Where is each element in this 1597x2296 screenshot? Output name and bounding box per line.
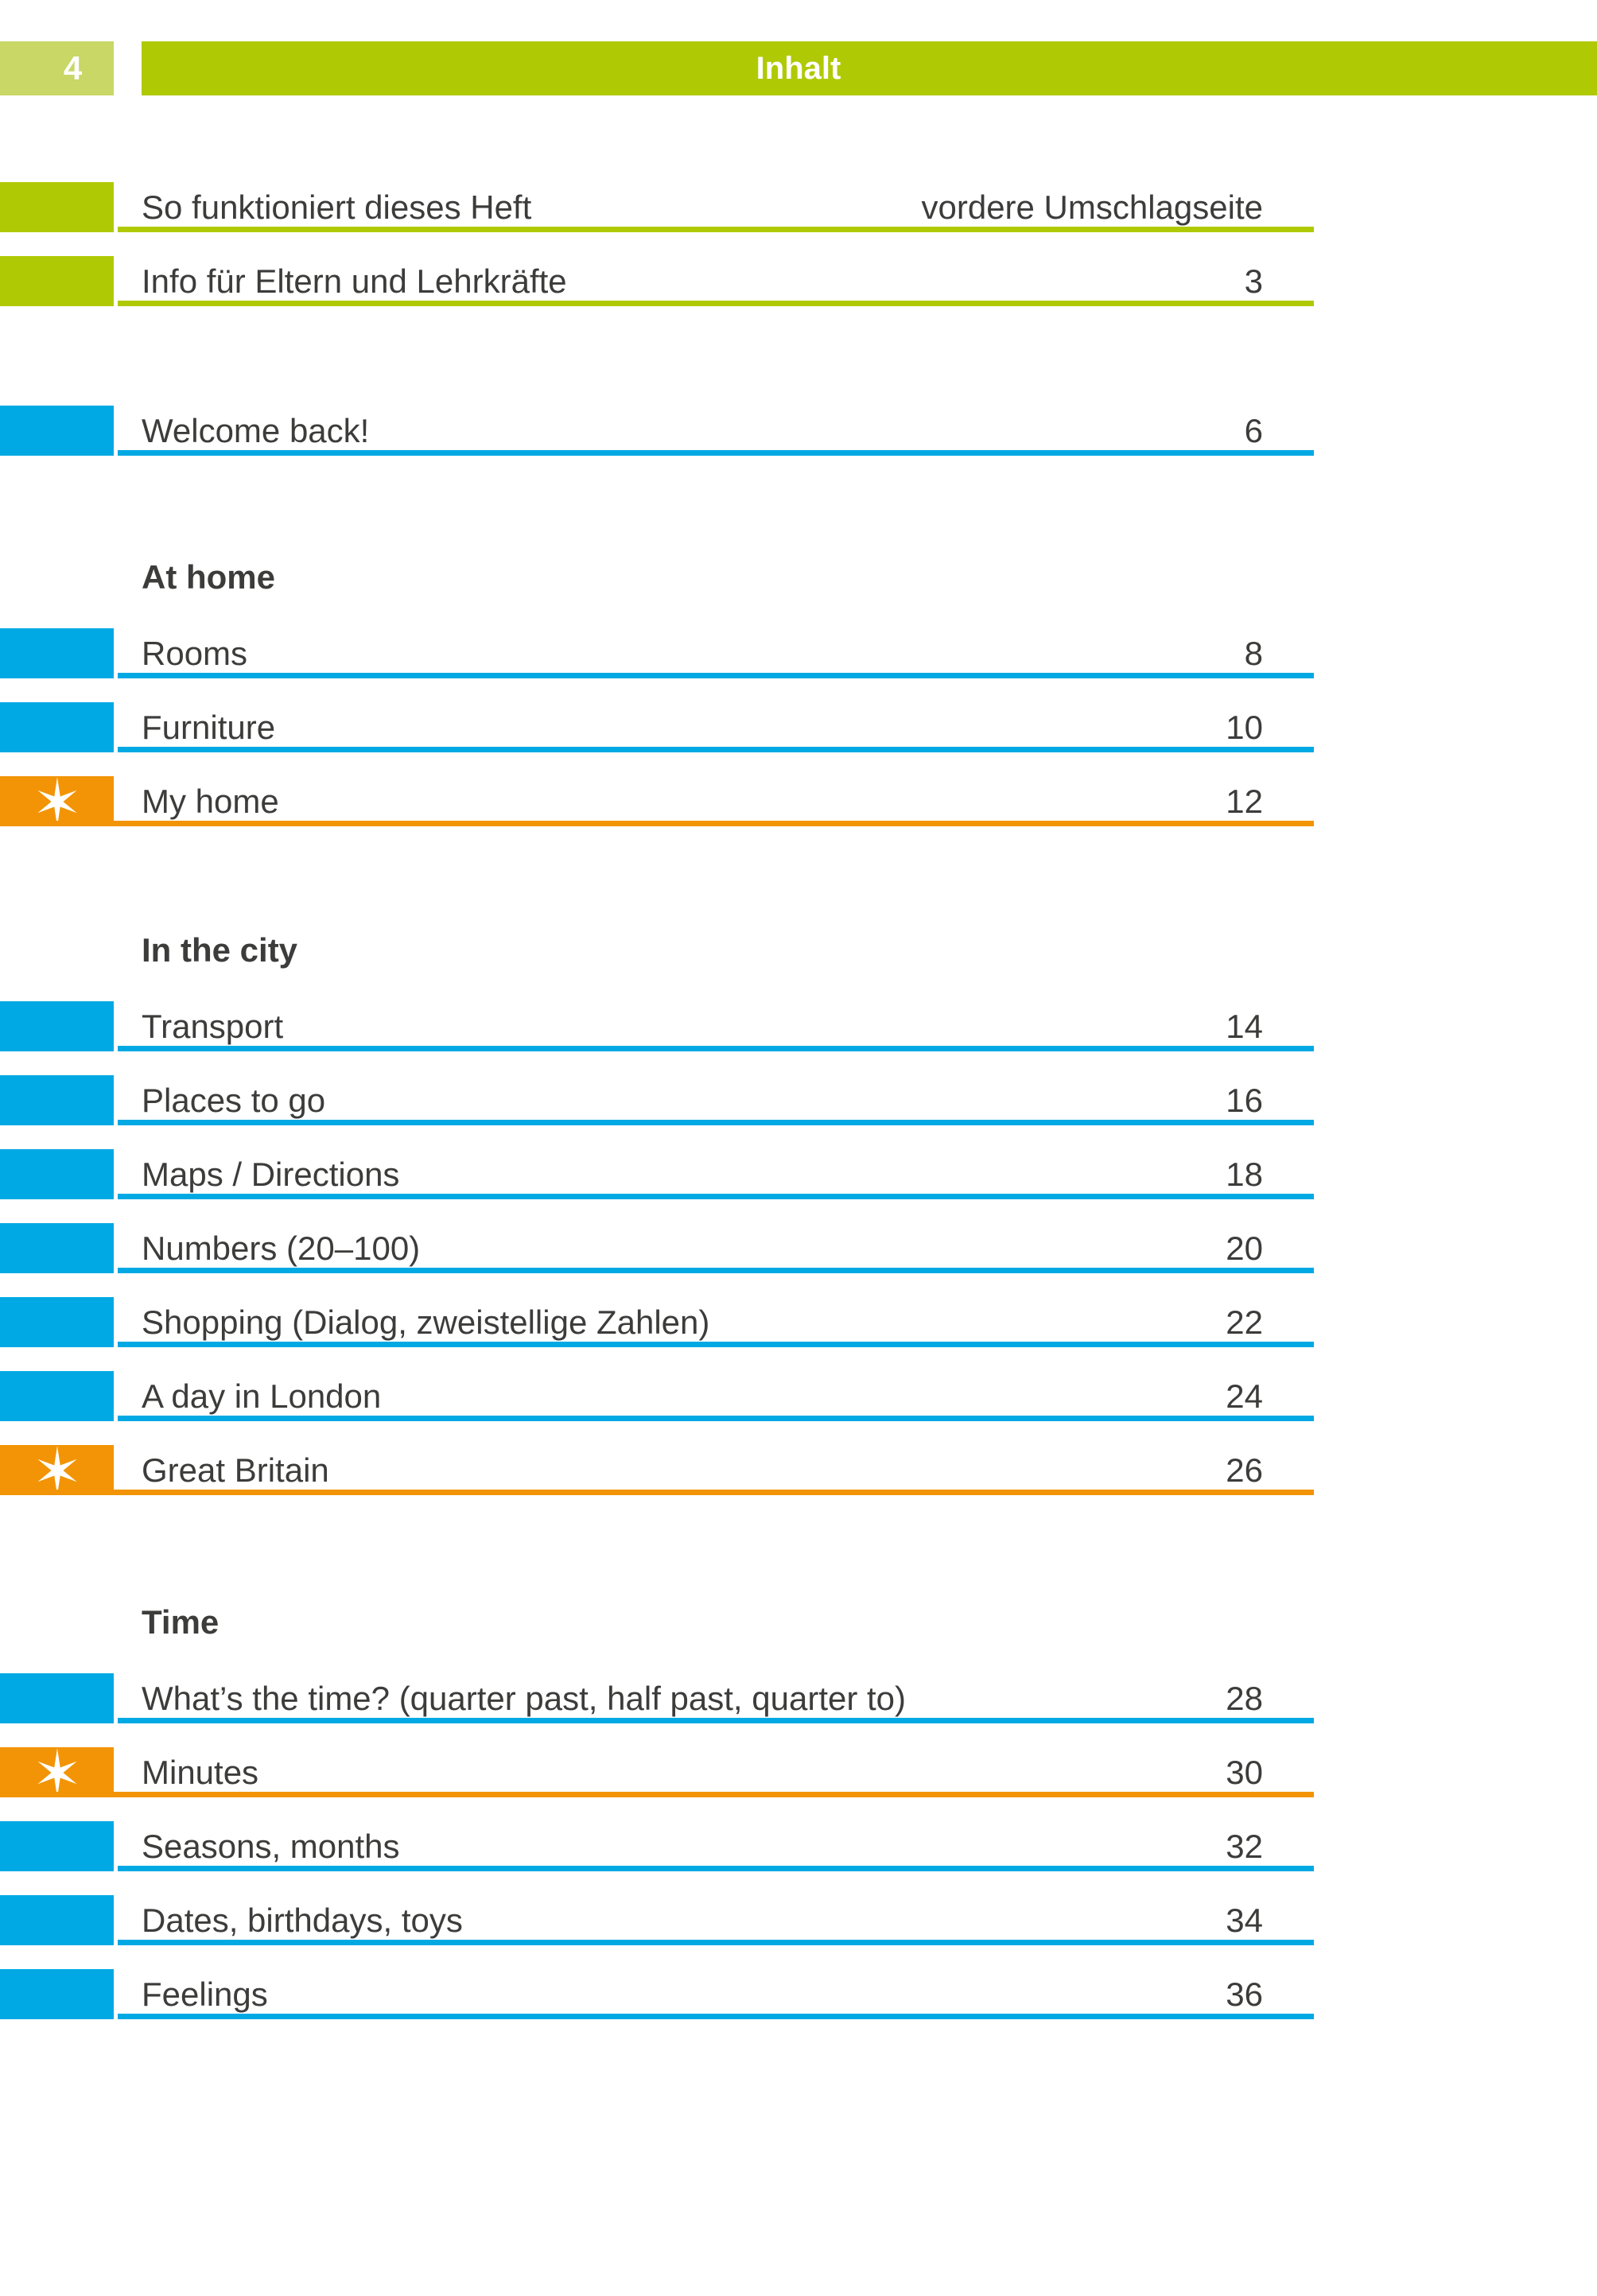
toc-page bbox=[0, 41, 1597, 2296]
row-color-block bbox=[0, 1297, 114, 1347]
table-of-contents bbox=[0, 182, 1597, 2019]
row-label: Great Britain bbox=[142, 1451, 329, 1489]
row-color-block bbox=[0, 1895, 114, 1945]
toc-row bbox=[0, 1371, 1597, 1421]
page-title: Inhalt bbox=[756, 50, 841, 86]
row-label: Dates, birthdays, toys bbox=[142, 1902, 463, 1939]
row-color-block bbox=[0, 182, 114, 232]
toc-section-at-home bbox=[0, 560, 1597, 826]
row-page-number: 20 bbox=[1226, 1230, 1263, 1267]
row-color-block bbox=[0, 1149, 114, 1199]
row-label: Rooms bbox=[142, 635, 248, 672]
section-heading: At home bbox=[142, 558, 275, 596]
toc-section-in-the-city bbox=[0, 933, 1597, 1495]
row-page-number: 8 bbox=[1244, 635, 1263, 672]
row-color-block bbox=[0, 1075, 114, 1125]
six-pointed-star-icon bbox=[33, 776, 82, 827]
page-number-badge bbox=[0, 41, 114, 95]
six-pointed-star-icon bbox=[33, 1445, 82, 1496]
row-label: Minutes bbox=[142, 1754, 259, 1791]
row-color-block bbox=[0, 1001, 114, 1051]
row-label: Transport bbox=[142, 1008, 284, 1045]
toc-row bbox=[0, 1297, 1597, 1347]
row-label: My home bbox=[142, 783, 279, 820]
row-color-block bbox=[0, 1445, 114, 1495]
row-page-number: 30 bbox=[1226, 1754, 1263, 1791]
row-page-number: 10 bbox=[1226, 709, 1263, 746]
row-page-number: 22 bbox=[1226, 1303, 1263, 1341]
row-color-block bbox=[0, 406, 114, 456]
toc-row bbox=[0, 1001, 1597, 1051]
page-header bbox=[0, 41, 1597, 95]
row-label: Seasons, months bbox=[142, 1828, 400, 1865]
row-page-number: 24 bbox=[1226, 1377, 1263, 1415]
toc-row bbox=[0, 1969, 1597, 2019]
row-label: Maps / Directions bbox=[142, 1156, 400, 1193]
row-color-block bbox=[0, 1747, 114, 1797]
row-page-number: vordere Umschlagseite bbox=[921, 188, 1263, 226]
header-bar bbox=[142, 41, 1597, 95]
row-label: Feelings bbox=[142, 1975, 268, 2013]
toc-row bbox=[0, 406, 1597, 456]
row-page-number: 18 bbox=[1226, 1156, 1263, 1193]
row-color-block bbox=[0, 1371, 114, 1421]
row-label: Info für Eltern und Lehrkräfte bbox=[142, 262, 567, 300]
toc-row bbox=[0, 1747, 1597, 1797]
section-heading: In the city bbox=[142, 931, 298, 969]
row-page-number: 34 bbox=[1226, 1902, 1263, 1939]
row-page-number: 14 bbox=[1226, 1008, 1263, 1045]
toc-row bbox=[0, 702, 1597, 752]
toc-row bbox=[0, 776, 1597, 826]
row-color-block bbox=[0, 776, 114, 826]
toc-row bbox=[0, 1223, 1597, 1273]
six-pointed-star-icon bbox=[33, 1747, 82, 1798]
row-color-block bbox=[0, 256, 114, 306]
row-label: Numbers (20–100) bbox=[142, 1230, 421, 1267]
row-underline bbox=[118, 1046, 1314, 1051]
row-label: What’s the time? (quarter past, half past, quarter to) bbox=[142, 1680, 907, 1717]
toc-row bbox=[0, 628, 1597, 678]
toc-row bbox=[0, 182, 1597, 232]
row-label: Furniture bbox=[142, 709, 276, 746]
row-underline bbox=[118, 2014, 1314, 2019]
row-color-block bbox=[0, 1969, 114, 2019]
row-label: Places to go bbox=[142, 1082, 326, 1119]
row-label: Welcome back! bbox=[142, 412, 370, 449]
toc-row bbox=[0, 1075, 1597, 1125]
row-page-number: 36 bbox=[1226, 1975, 1263, 2013]
toc-row bbox=[0, 256, 1597, 306]
row-label: A day in London bbox=[142, 1377, 382, 1415]
toc-row bbox=[0, 1895, 1597, 1945]
toc-section-time bbox=[0, 1605, 1597, 2019]
row-page-number: 26 bbox=[1226, 1451, 1263, 1489]
row-page-number: 12 bbox=[1226, 783, 1263, 820]
header-gap bbox=[114, 41, 142, 95]
page-number: 4 bbox=[63, 49, 83, 87]
toc-row bbox=[0, 1821, 1597, 1871]
row-label: So funktioniert dieses Heft bbox=[142, 188, 532, 226]
row-page-number: 16 bbox=[1226, 1082, 1263, 1119]
toc-row bbox=[0, 1445, 1597, 1495]
row-page-number: 3 bbox=[1244, 262, 1263, 300]
row-page-number: 32 bbox=[1226, 1828, 1263, 1865]
section-heading: Time bbox=[142, 1603, 220, 1641]
row-color-block bbox=[0, 1223, 114, 1273]
row-page-number: 6 bbox=[1244, 412, 1263, 449]
toc-group bbox=[0, 406, 1597, 456]
row-color-block bbox=[0, 1821, 114, 1871]
row-label: Shopping (Dialog, zweistellige Zahlen) bbox=[142, 1303, 710, 1341]
row-page-number: 28 bbox=[1226, 1680, 1263, 1717]
row-underline bbox=[118, 747, 1314, 752]
toc-row bbox=[0, 1673, 1597, 1723]
row-underline bbox=[118, 673, 1314, 678]
toc-row bbox=[0, 1149, 1597, 1199]
row-color-block bbox=[0, 628, 114, 678]
toc-group bbox=[0, 182, 1597, 306]
row-color-block bbox=[0, 702, 114, 752]
row-color-block bbox=[0, 1673, 114, 1723]
